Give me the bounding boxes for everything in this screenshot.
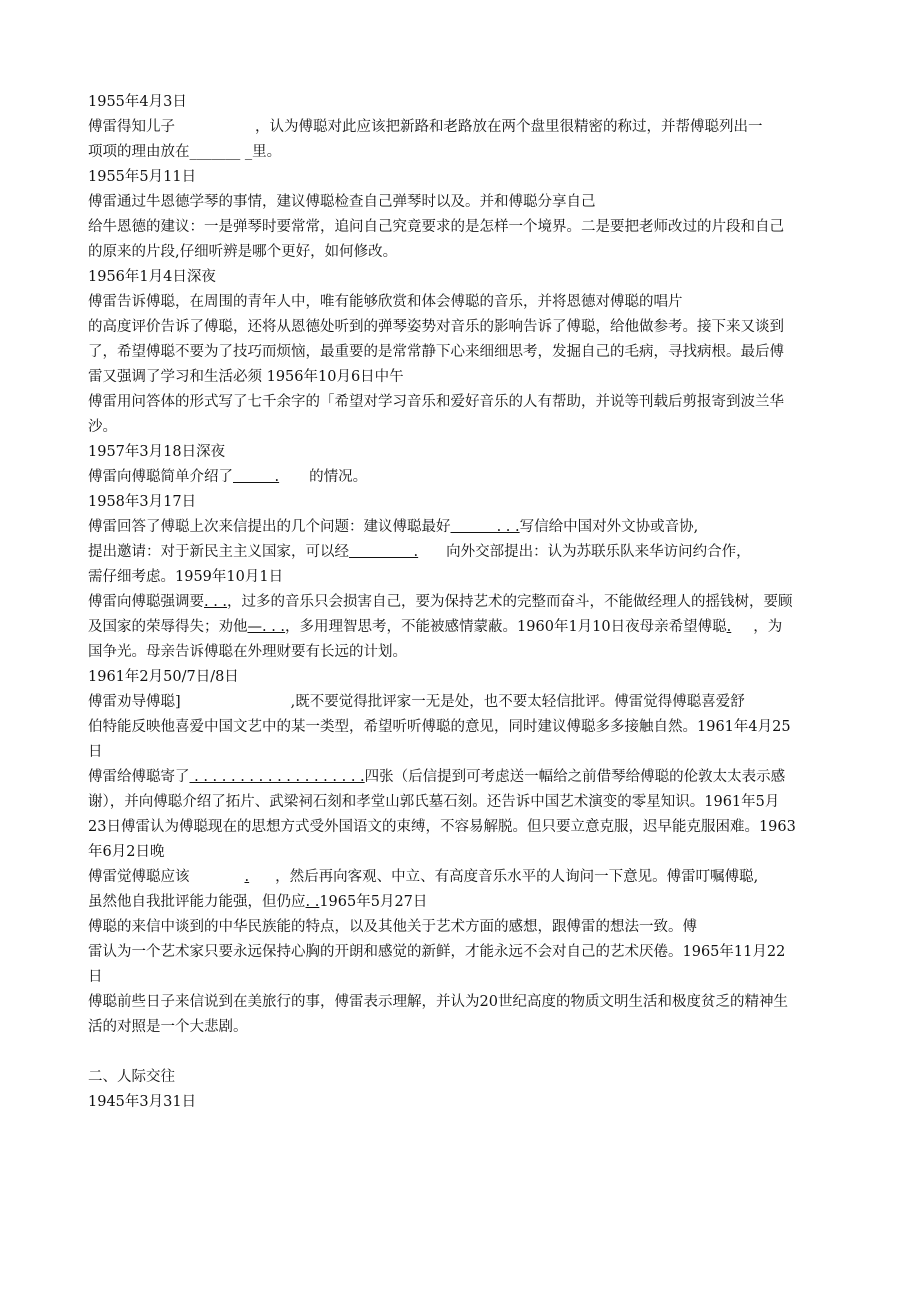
text-segment: ，然后再向客观、中立、有高度音乐水平的人询问一下意见。傅雷叮嘱傅聪, [275, 869, 759, 885]
text-segment: 1965年5月27日 [319, 894, 428, 910]
text-line [88, 515, 848, 540]
text-line [88, 990, 848, 1015]
text-segment: 的情况。 [309, 469, 368, 485]
text-segment: 谢），并向傅聪介绍了拓片、武梁祠石刻和孝堂山郭氏墓石刻。还告诉中国艺术演变的零星知识。1961年5月 [88, 794, 780, 810]
text-segment: 年6月2日晚 [88, 844, 165, 860]
text-line [88, 315, 848, 340]
text-line [88, 1065, 848, 1090]
fill-in-blank: ] [175, 694, 181, 710]
text-line [88, 940, 848, 965]
text-line [88, 265, 848, 290]
text-line [88, 540, 848, 565]
text-line [88, 715, 848, 740]
text-segment: 1961年2月50/7日/8日 [88, 669, 239, 685]
fill-in-blank: . . [305, 894, 320, 910]
text-segment: 傅雷告诉傅聪，在周围的青年人中，唯有能够欣赏和体会傅聪的音乐，并将恩德对傅聪的唱片 [88, 294, 683, 310]
text-line [88, 765, 848, 790]
text-segment: 傅聪的来信中谈到的中华民族能的特点，以及其他关于艺术方面的感想，跟傅雷的想法一致。傅 [88, 919, 697, 935]
text-segment: ，为 [753, 619, 783, 635]
text-segment: 了，希望傅聪不要为了技巧而烦恼，最重要的是常常静下心来细细思考，发掘自己的毛病，寻找病根。最后傅 [88, 344, 784, 360]
text-line [88, 665, 848, 690]
text-line [88, 1015, 848, 1040]
text-segment: _______ _ [189, 144, 253, 160]
text-line [88, 365, 848, 390]
text-line [88, 840, 848, 865]
text-segment: 傅雷用问答体的形式写了七千余字的「希望对学习音乐和爱好音乐的人有帮助，并说等刊载后剪报寄到波兰华 [88, 394, 784, 410]
text-segment: 日 [88, 744, 103, 760]
text-segment: 活的对照是一个大悲剧。 [88, 1019, 248, 1035]
text-line [88, 1090, 848, 1115]
fill-in-blank: . [233, 469, 280, 485]
fill-in-blank: . [726, 619, 732, 635]
text-segment: 写信给中国对外文协或音协, [519, 519, 699, 535]
text-line [88, 90, 848, 115]
text-segment: 给牛恩德的建议：一是弹琴时要常常，追问自己究竟要求的是怎样一个境界。二是要把老师改过的片段和自己 [88, 219, 784, 235]
text-segment: 向外交部提出：认为苏联乐队来华访问约合作， [446, 544, 751, 560]
text-segment: 虽然他自我批评能力能强，但仍应 [88, 894, 306, 910]
fill-in-blank: —. . . [247, 619, 286, 635]
text-segment: 二、人际交往 [88, 1069, 175, 1085]
text-segment: ,既不要觉得批评家一无是处，也不要太轻信批评。傅雷觉得傅聪喜爱舒 [290, 694, 745, 710]
text-line [88, 690, 848, 715]
text-line [88, 165, 848, 190]
text-segment: 及国家的荣辱得失；劝他 [88, 619, 248, 635]
text-segment: 傅雷向傅聪强调要 [88, 594, 204, 610]
text-segment: ，过多的音乐只会损害自己，要为保持艺术的完整而奋斗，不能做经理人的摇钱树，要顾 [227, 594, 793, 610]
text-line [88, 415, 848, 440]
fill-in-blank: . . . [204, 594, 228, 610]
text-line [88, 240, 848, 265]
text-segment: 日 [88, 969, 103, 985]
fill-in-blank: . [244, 869, 250, 885]
text-segment: 项项的理由放在 [88, 144, 190, 160]
text-segment: 傅雷向傅聪简单介绍了 [88, 469, 233, 485]
text-line [88, 490, 848, 515]
fill-in-blank: . [349, 544, 419, 560]
text-segment: 雷又强调了学习和生活必须 1956年10月6日中午 [88, 369, 404, 385]
text-segment: 23日傅雷认为傅聪现在的思想方式受外国语文的束缚，不容易解脱。但只要立意克服，迟早能克服困难。1963 [88, 819, 796, 835]
text-line [88, 390, 848, 415]
text-line [88, 615, 848, 640]
fill-in-blank: . . . . . . . . . . . . . . . . . . . [189, 769, 365, 785]
text-line [88, 465, 848, 490]
text-segment: 傅聪前些日子来信说到在美旅行的事，傅雷表示理解，并认为20世纪高度的物质文明生活和极度贫乏的精神生 [88, 994, 788, 1010]
text-segment: 需仔细考虑。1959年10月1日 [88, 569, 284, 585]
text-line [88, 440, 848, 465]
text-segment: ，多用理智思考，不能被感情蒙蔽。1960年1月10日夜母亲希望傅聪 [285, 619, 727, 635]
text-segment: 1955年5月11日 [88, 169, 197, 185]
text-line [88, 915, 848, 940]
paragraph-gap [88, 1040, 848, 1065]
text-segment: 傅雷劝导傅聪 [88, 694, 175, 710]
document-page [88, 90, 848, 1115]
text-line [88, 865, 848, 890]
text-line [88, 140, 848, 165]
text-segment: 提出邀请：对于新民主主义国家，可以经 [88, 544, 349, 560]
text-segment: 傅雷得知儿子 [88, 119, 175, 135]
text-line [88, 115, 848, 140]
text-line [88, 190, 848, 215]
text-segment: 的原来的片段,仔细听辨是哪个更好，如何修改。 [88, 244, 398, 260]
text-segment: 沙。 [88, 419, 117, 435]
text-segment: 傅雷觉傅聪应该 [88, 869, 190, 885]
text-segment: 傅雷通过牛恩德学琴的事情，建议傅聪检查自己弹琴时以及。并和傅聪分享自己 [88, 194, 596, 210]
text-line [88, 565, 848, 590]
text-line [88, 215, 848, 240]
text-segment: 国争光。母亲告诉傅聪在外理财要有长远的计划。 [88, 644, 407, 660]
text-segment: 1955年4月3日 [88, 94, 187, 110]
text-segment: ，认为傅聪对此应该把新路和老路放在两个盘里很精密的称过，并帮傅聪列出一 [255, 119, 763, 135]
text-segment: 里。 [252, 144, 282, 160]
text-line [88, 340, 848, 365]
text-segment: 的高度评价告诉了傅聪，还将从恩德处听到的弹琴姿势对音乐的影响告诉了傅聪，给他做参考。接下来又谈到 [88, 319, 784, 335]
text-line [88, 815, 848, 840]
text-line [88, 590, 848, 615]
text-segment: 1957年3月18日深夜 [88, 444, 226, 460]
text-line [88, 740, 848, 765]
text-line [88, 290, 848, 315]
fill-in-blank: . . . [450, 519, 520, 535]
text-segment: 雷认为一个艺术家只要永远保持心胸的开朗和感觉的新鲜，才能永远不会对自己的艺术厌倦。1965年11月22 [88, 944, 786, 960]
text-line [88, 790, 848, 815]
text-segment: 1956年1月4日深夜 [88, 269, 216, 285]
text-segment: 1958年3月17日 [88, 494, 197, 510]
text-segment: 1945年3月31日 [88, 1094, 197, 1110]
text-line [88, 640, 848, 665]
text-segment: 伯特能反映他喜爱中国文艺中的某一类型，希望听听傅聪的意见，同时建议傅聪多多接触自然。1961年4月25 [88, 719, 791, 735]
text-segment: 傅雷回答了傅聪上次来信提出的几个问题：建议傅聪最好 [88, 519, 451, 535]
text-segment: 傅雷给傅聪寄了 [88, 769, 190, 785]
text-line [88, 965, 848, 990]
text-segment: 四张（后信提到可考虑送一幅给之前借琴给傅聪的伦敦太太表示感 [364, 769, 786, 785]
text-line [88, 890, 848, 915]
